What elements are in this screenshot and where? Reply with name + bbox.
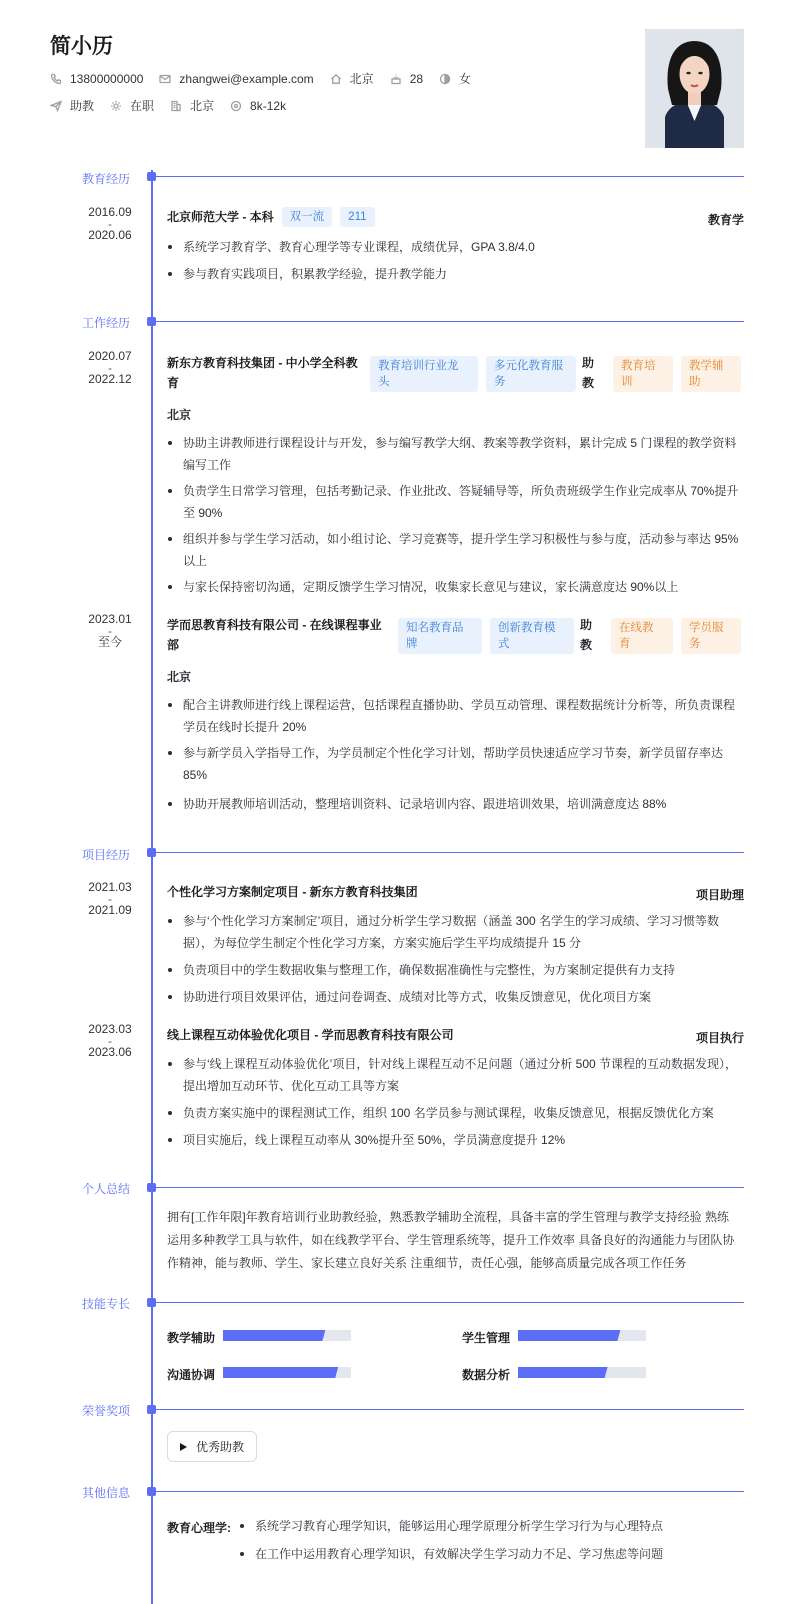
list-item [167, 1129, 744, 1151]
date-separator: - [108, 1034, 112, 1048]
list-item-line: 组织并参与学生学习活动，如小组讨论、学习竞赛等，提升学生学习积极性与参与度，活动参与率达 95% [183, 532, 739, 546]
tag-text: 育 [619, 638, 631, 650]
tag-text: 务 [494, 376, 506, 388]
section-marker [147, 1487, 156, 1496]
date-end: 2023.06 [88, 1045, 132, 1059]
cake-icon [390, 73, 402, 85]
list-item-line: 至 90% [183, 506, 223, 520]
section-title-summary: 个人总结 [82, 1182, 131, 1196]
email-item [159, 72, 313, 86]
job-intent-row [50, 97, 302, 114]
job-role [582, 353, 594, 393]
list-item-line: 85% [183, 768, 208, 782]
contact-row [50, 70, 487, 87]
home-icon [330, 73, 342, 85]
list-item-line: 负责方案实施中的课程测试工作，组织 100 名学员参与测试课程，收集反馈意见，根据反馈优化方案 [183, 1106, 714, 1120]
company-name-line: 学而思教育科技有限公司 - 在线课程事业 [167, 618, 382, 632]
company-name [167, 615, 387, 655]
tag-badge [398, 618, 482, 654]
location-value: 北京 [349, 72, 374, 86]
list-item [167, 480, 744, 524]
date-separator: - [108, 361, 112, 375]
tag-text: 头 [378, 376, 390, 388]
target-city-item [170, 97, 214, 114]
list-item [167, 1053, 744, 1097]
list-item-line: 学员在线时长提升 20% [183, 720, 307, 734]
gender-value: 女 [459, 72, 472, 86]
target-city-value: 北京 [190, 99, 215, 113]
skill-name: 教学辅助 [167, 1331, 216, 1345]
section-title-skills: 技能专长 [82, 1297, 131, 1311]
role-text: 助 [580, 618, 593, 632]
tag-text: 助 [689, 376, 701, 388]
job-role [580, 615, 592, 655]
mail-icon [159, 73, 171, 85]
tag-badge [490, 618, 574, 654]
company-name-line: 部 [167, 638, 180, 652]
list-item-line: 参与‘个性化学习方案制定’项目，通过分析学生学习数据（涵盖 300 名学生的学习成绩、学习习惯等数 [183, 914, 720, 928]
tag-text: 训 [621, 376, 633, 388]
date-separator: - [108, 217, 112, 231]
date-start: 2023.03 [88, 1022, 132, 1036]
date-start: 2020.07 [88, 349, 132, 363]
section-divider [156, 852, 744, 853]
section-marker [147, 172, 156, 181]
portrait-image [645, 29, 744, 148]
list-item: 系统学习教育学、教育心理学等专业课程，成绩优异，GPA 3.8/4.0 [167, 236, 744, 258]
list-item [167, 742, 744, 786]
coin-icon [230, 100, 242, 112]
list-item [167, 528, 744, 572]
date-start: 2021.03 [88, 880, 132, 894]
list-item-line: 协助进行项目效果评估，通过问卷调查、成绩对比等方式，收集反馈意见，优化项目方案 [183, 990, 652, 1004]
list-item-line: 配合主讲教师进行线上课程运营，包括课程直播协助、学员互动管理、课程数据统计分析等，所负责课程 [183, 698, 736, 712]
phone-icon [50, 73, 62, 85]
summary-line: 作精神，能与教师、学生、家长建立良好关系 注重细节，责任心强，能够高质量完成各项工作任务 [167, 1256, 687, 1270]
list-item [167, 959, 744, 981]
tag-badge [611, 618, 673, 654]
section-title-projects: 项目经历 [82, 848, 131, 862]
list-item [167, 910, 744, 954]
gear-icon [110, 100, 122, 112]
send-icon [50, 100, 62, 112]
list-item [167, 432, 744, 476]
skill-bar [223, 1330, 351, 1341]
gender-item [439, 70, 471, 87]
section-title-education: 教育经历 [82, 172, 131, 186]
age-item [390, 72, 423, 86]
section-title-awards: 荣誉奖项 [82, 1404, 131, 1418]
email-value: zhangwei@example.com [179, 71, 314, 86]
building-icon [170, 100, 182, 112]
tag-text: 牌 [406, 638, 418, 650]
education-major: 教育学 [707, 213, 744, 227]
date-end: 2020.06 [88, 228, 132, 242]
status-item [110, 97, 154, 114]
list-item-line: 据），为每位学生制定个性化学习方案，方案实施后学生平均成绩提升 15 分 [183, 936, 582, 950]
tag-text: 教育培训行业龙 [378, 360, 459, 372]
summary-line: 运用多种教学工具与软件，如在线教学平台、学生管理系统等，提升工作效率 具备良好的沟通能力与团队协 [167, 1233, 735, 1247]
section-marker [147, 848, 156, 857]
list-item [167, 694, 744, 738]
list-item-line: 参与‘线上课程互动体验优化’项目，针对线上课程互动不足问题（通过分析 500 节课程的互动数据发现）， [183, 1057, 738, 1071]
candidate-name: 简小历 [50, 35, 113, 58]
date-start: 2016.09 [88, 205, 132, 219]
list-item: 在工作中运用教育心理学知识，有效解决学生学习动力不足、学习焦虑等问题 [239, 1543, 744, 1565]
education-entry-header [167, 207, 375, 227]
skill-name: 数据分析 [462, 1368, 511, 1382]
list-item: 系统学习教育心理学知识，能够运用心理学原理分析学生学习行为与心理特点 [239, 1515, 744, 1537]
phone-item [50, 72, 143, 86]
section-marker [147, 1298, 156, 1307]
role-text: 助 [582, 356, 595, 370]
age-value: 28 [409, 71, 424, 86]
salary-value: 8k-12k [250, 98, 287, 113]
list-item: 参与教育实践项目，积累教学经验，提升教学能力 [167, 263, 744, 285]
section-marker [147, 1405, 156, 1414]
tag-text: 教育培 [621, 360, 656, 372]
list-item [167, 986, 744, 1008]
play-icon [180, 1443, 187, 1451]
work-date [65, 349, 155, 387]
skill-level-fill [223, 1367, 338, 1378]
tag-text: 知名教育品 [406, 622, 464, 634]
date-separator: - [108, 892, 112, 906]
skill-bar [518, 1367, 646, 1378]
other-info-label: 教育心理学: [167, 1521, 231, 1535]
position-item [50, 97, 94, 114]
phone-value: 13800000000 [70, 71, 144, 86]
tag-text: 多元化教育服 [494, 360, 563, 372]
position-value: 助教 [70, 99, 95, 113]
list-item-line: 协助开展教师培训活动，整理培训资料、记录培训内容、跟进培训效果，培训满意度达 88% [183, 797, 667, 811]
company-name-line: 新东方教育科技集团 - 中小学全科教 [167, 356, 358, 370]
date-end: 2022.12 [88, 372, 132, 386]
list-item-line: 提出增加互动环节、优化互动工具等方案 [183, 1079, 400, 1093]
profile-photo [645, 29, 744, 148]
section-divider [156, 176, 744, 177]
tag-badge [613, 356, 673, 392]
section-divider [156, 1409, 744, 1410]
tag-text: 务 [689, 638, 701, 650]
tag-badge [370, 356, 478, 392]
section-divider [156, 1491, 744, 1492]
skill-level-fill [223, 1330, 325, 1341]
skill-name: 沟通协调 [167, 1368, 216, 1382]
project-name: 个性化学习方案制定项目 - 新东方教育科技集团 [167, 885, 418, 899]
tag-text: 教学辅 [689, 360, 724, 372]
project-date [65, 880, 155, 918]
education-date [65, 205, 155, 243]
project-date [65, 1022, 155, 1060]
section-divider [156, 1187, 744, 1188]
work-date [65, 612, 155, 650]
project-role: 项目执行 [695, 1031, 744, 1045]
company-name [167, 353, 362, 393]
list-item-line: 编写工作 [183, 458, 232, 472]
section-marker [147, 317, 156, 326]
list-item-line: 项目实施后，线上课程互动率从 30%提升至 50%，学员满意度提升 12% [183, 1133, 566, 1147]
list-item-line: 参与新学员入学指导工作，为学员制定个性化学习计划，帮助学员快速适应学习节奏，新学员留存率达 [183, 746, 724, 760]
skill-bar [518, 1330, 646, 1341]
date-end: 至今 [97, 635, 122, 649]
skill-level-fill [518, 1330, 620, 1341]
list-item [167, 1102, 744, 1124]
award-chip[interactable] [167, 1431, 257, 1462]
list-item-line: 与家长保持密切沟通，定期反馈学生学习情况，收集家长意见与建议，家长满意度达 90%以上 [183, 580, 679, 594]
summary-text [167, 1206, 744, 1275]
role-text: 教 [580, 638, 593, 652]
date-end: 2021.09 [88, 903, 132, 917]
section-marker [147, 1183, 156, 1192]
work-city: 北京 [167, 670, 192, 684]
date-start: 2023.01 [88, 612, 132, 626]
tag-text: 创新教育模 [498, 622, 556, 634]
date-separator: - [108, 624, 112, 638]
tag-badge [681, 356, 741, 392]
summary-line: 拥有[工作年限]年教育培训行业助教经验，熟悉教学辅助全流程，具备丰富的学生管理与教学支持经验 熟练 [167, 1210, 730, 1224]
list-item [167, 576, 744, 598]
tag-badge [486, 356, 576, 392]
gender-icon [439, 73, 451, 85]
list-item-line: 以上 [183, 554, 208, 568]
school-name: 北京师范大学 - 本科 [167, 210, 274, 224]
section-title-work: 工作经历 [82, 316, 131, 330]
list-item-line: 协助主讲教师进行课程设计与开发，参与编写教学大纲、教案等教学资料，累计完成 5 门课程的教学资料 [183, 436, 737, 450]
section-divider [156, 1302, 744, 1303]
award-name: 优秀助教 [196, 1440, 245, 1454]
tag-badge: 双一流 [282, 207, 333, 227]
section-divider [156, 321, 744, 322]
skill-name: 学生管理 [462, 1331, 511, 1345]
skill-bar [223, 1367, 351, 1378]
salary-item [230, 99, 286, 113]
tag-text: 在线教 [619, 622, 654, 634]
section-title-other: 其他信息 [82, 1486, 131, 1500]
tag-text: 学员服 [689, 622, 724, 634]
resume-header [0, 0, 794, 160]
location-item [330, 70, 374, 87]
status-value: 在职 [130, 99, 155, 113]
tag-badge: 211 [340, 207, 374, 227]
tag-text: 式 [498, 638, 510, 650]
work-city: 北京 [167, 408, 192, 422]
tag-badge [681, 618, 741, 654]
project-role: 项目助理 [695, 888, 744, 902]
role-text: 教 [582, 376, 595, 390]
skill-level-fill [518, 1367, 608, 1378]
list-item-line: 负责学生日常学习管理，包括考勤记录、作业批改、答疑辅导等，所负责班级学生作业完成率从 70%提升 [183, 484, 739, 498]
project-name: 线上课程互动体验优化项目 - 学而思教育科技有限公司 [167, 1028, 454, 1042]
company-name-line: 育 [167, 376, 180, 390]
list-item-line: 负责项目中的学生数据收集与整理工作，确保数据准确性与完整性，为方案制定提供有力支持 [183, 963, 676, 977]
list-item [167, 793, 744, 815]
